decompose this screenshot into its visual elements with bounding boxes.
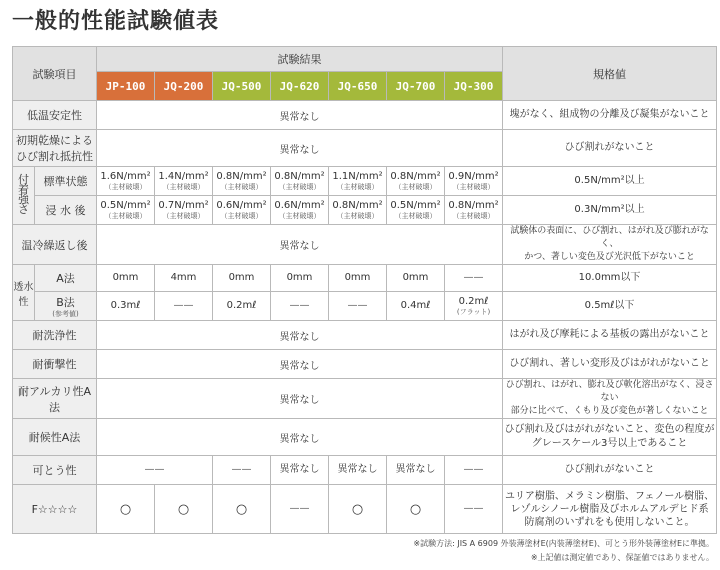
row-standard <box>503 485 717 534</box>
value-cell: 4mm <box>155 265 213 292</box>
value-note: （主材破壊） <box>278 183 321 191</box>
value-text: 0.8N/mm² <box>390 171 441 182</box>
vertical-char: 強 <box>18 193 29 206</box>
standard-line: 部分に比べて、くもり及び変色が著しくないこと <box>510 406 709 416</box>
value-cell: —— <box>155 292 213 321</box>
standard-line: ユリア樹脂、メラミン樹脂、フェノール樹脂、 <box>504 490 715 502</box>
row-result: 異常なし <box>97 321 503 350</box>
value-cell: 0mm <box>271 265 329 292</box>
value-cell <box>97 167 155 196</box>
value-note: （主材破壊） <box>278 212 321 220</box>
row-standard: 10.0mm以下 <box>503 265 717 292</box>
row-standard <box>503 225 717 265</box>
value-cell: 0.4mℓ <box>387 292 445 321</box>
table-row <box>13 379 717 419</box>
row-label: 低温安定性 <box>13 101 97 130</box>
value-note: （主材破壊） <box>162 183 205 191</box>
adhesion-group-label <box>13 167 35 225</box>
row-result: 異常なし <box>97 101 503 130</box>
value-note: （主材破壊） <box>220 212 263 220</box>
value-cell: —— <box>271 485 329 534</box>
row-standard: ひび割れがないこと <box>503 456 717 485</box>
row-standard <box>503 419 717 456</box>
value-cell <box>97 196 155 225</box>
value-cell: —— <box>445 485 503 534</box>
table-row <box>13 350 717 379</box>
value-note: （主材破壊） <box>220 183 263 191</box>
product-header: JQ-620 <box>271 72 329 101</box>
standard-line: 防腐剤のいずれをも使用しないこと。 <box>524 516 695 528</box>
header-test-item: 試験項目 <box>13 47 97 101</box>
row-label: 耐候性A法 <box>13 419 97 456</box>
product-header: JP-100 <box>97 72 155 101</box>
value-cell <box>445 292 503 321</box>
value-cell: 0mm <box>213 265 271 292</box>
row-standard: ひび割れがないこと <box>503 130 717 167</box>
row-result: 異常なし <box>97 130 503 167</box>
value-cell <box>387 167 445 196</box>
value-text: 0.6N/mm² <box>274 200 325 211</box>
value-cell: —— <box>271 292 329 321</box>
row-sublabel <box>35 292 97 321</box>
sublabel-note: (参考値) <box>52 310 79 318</box>
value-note: （主材破壊） <box>104 183 147 191</box>
row-standard: 0.5mℓ以下 <box>503 292 717 321</box>
value-note: （主材破壊） <box>452 183 495 191</box>
standard-line: かつ、著しい変色及び光沢低下がないこと <box>524 252 695 262</box>
value-note: (フラット) <box>456 308 491 316</box>
product-header: JQ-200 <box>155 72 213 101</box>
value-text: 0.8N/mm² <box>274 171 325 182</box>
value-text: 0.6N/mm² <box>216 200 267 211</box>
value-cell: —— <box>213 456 271 485</box>
value-text: 0.8N/mm² <box>448 200 499 211</box>
vertical-char: 付 <box>18 173 29 186</box>
value-cell <box>271 196 329 225</box>
value-cell: 0mm <box>329 265 387 292</box>
vertical-char: さ <box>18 203 29 216</box>
table-row <box>13 265 717 292</box>
row-result: 異常なし <box>97 350 503 379</box>
row-label: F☆☆☆☆ <box>13 485 97 534</box>
performance-table <box>12 46 717 534</box>
row-label: 耐洗浄性 <box>13 321 97 350</box>
standard-line: グレースケール3号以上であること <box>531 438 688 449</box>
table-row <box>13 485 717 534</box>
row-label-line: ひび割れ抵抗性 <box>16 150 93 163</box>
product-header: JQ-650 <box>329 72 387 101</box>
row-sublabel: A法 <box>35 265 97 292</box>
row-result: 異常なし <box>97 379 503 419</box>
sublabel-text: B法 <box>56 296 75 309</box>
table-row <box>13 321 717 350</box>
standard-line: 試験体の表面に、ひび割れ、はがれ及び膨れがなく、 <box>510 226 709 249</box>
value-cell: 異常なし <box>329 456 387 485</box>
value-cell <box>213 196 271 225</box>
row-label-line: 初期乾燥による <box>16 134 93 147</box>
value-cell: ○ <box>387 485 445 534</box>
value-note: （主材破壊） <box>336 183 379 191</box>
value-cell <box>329 196 387 225</box>
row-standard <box>503 379 717 419</box>
value-cell: —— <box>445 456 503 485</box>
table-row <box>13 292 717 321</box>
table-row <box>13 456 717 485</box>
value-text: 0.5N/mm² <box>390 200 441 211</box>
value-note: （主材破壊） <box>104 212 147 220</box>
table-row <box>13 130 717 167</box>
row-label: 耐アルカリ性A法 <box>13 379 97 419</box>
row-standard: 0.3N/mm²以上 <box>503 196 717 225</box>
value-cell: 異常なし <box>387 456 445 485</box>
value-cell <box>213 167 271 196</box>
value-cell: —— <box>97 456 213 485</box>
header-results: 試験結果 <box>97 47 503 72</box>
product-header: JQ-300 <box>445 72 503 101</box>
value-cell <box>445 196 503 225</box>
value-note: （主材破壊） <box>452 212 495 220</box>
value-text: 1.6N/mm² <box>100 171 151 182</box>
value-cell: 0.2mℓ <box>213 292 271 321</box>
value-cell: 0mm <box>97 265 155 292</box>
value-text: 1.4N/mm² <box>158 171 209 182</box>
value-cell <box>387 196 445 225</box>
value-note: （主材破壊） <box>162 212 205 220</box>
row-standard: 0.5N/mm²以上 <box>503 167 717 196</box>
value-cell: 0mm <box>387 265 445 292</box>
value-text: 0.5N/mm² <box>100 200 151 211</box>
value-cell: ○ <box>329 485 387 534</box>
table-row <box>13 225 717 265</box>
value-cell: —— <box>445 265 503 292</box>
standard-line: レゾルシノール樹脂及びホルムアルデヒド系 <box>510 503 709 515</box>
value-text: 1.1N/mm² <box>332 171 383 182</box>
value-cell: ○ <box>213 485 271 534</box>
value-note: （主材破壊） <box>336 212 379 220</box>
row-standard: はがれ及び摩耗による基板の露出がないこと <box>503 321 717 350</box>
value-cell: ○ <box>155 485 213 534</box>
table-row <box>13 419 717 456</box>
value-text: 0.8N/mm² <box>332 200 383 211</box>
footnote-disclaimer: ※上記値は測定値であり、保証値ではありません。 <box>530 553 714 562</box>
value-cell <box>445 167 503 196</box>
value-cell: —— <box>329 292 387 321</box>
value-text: 0.7N/mm² <box>158 200 209 211</box>
permeability-group-label: 透水性 <box>13 265 35 321</box>
product-header: JQ-700 <box>387 72 445 101</box>
vertical-char: 着 <box>18 183 29 196</box>
product-header: JQ-500 <box>213 72 271 101</box>
value-cell: ○ <box>97 485 155 534</box>
value-text: 0.9N/mm² <box>448 171 499 182</box>
header-standard: 規格値 <box>503 47 717 101</box>
table-row <box>13 196 717 225</box>
row-label: 温冷繰返し後 <box>13 225 97 265</box>
value-text: 0.2mℓ <box>458 296 489 307</box>
value-cell <box>155 167 213 196</box>
row-sublabel: 標準状態 <box>35 167 97 196</box>
row-label: 耐衝撃性 <box>13 350 97 379</box>
row-result: 異常なし <box>97 419 503 456</box>
value-cell <box>155 196 213 225</box>
row-label: 可とう性 <box>13 456 97 485</box>
standard-line: ひび割れ、はがれ、膨れ及び軟化溶出がなく、浸さない <box>505 380 714 403</box>
row-standard: 塊がなく、組成物の分離及び凝集がないこと <box>503 101 717 130</box>
value-text: 0.8N/mm² <box>216 171 267 182</box>
footnote-method: ※試験方法: JIS A 6909 外装薄塗材E(内装薄塗材E)、可とう形外装薄塗材Eに準拠。 <box>413 539 714 548</box>
row-label <box>13 130 97 167</box>
value-cell <box>329 167 387 196</box>
value-note: （主材破壊） <box>394 183 437 191</box>
row-sublabel: 浸 水 後 <box>35 196 97 225</box>
table-row <box>13 167 717 196</box>
row-result: 異常なし <box>97 225 503 265</box>
page-title: 一般的性能試験値表 <box>12 9 220 34</box>
standard-line: ひび割れ及びはがれがないこと、変色の程度が <box>504 424 715 435</box>
value-note: （主材破壊） <box>394 212 437 220</box>
row-standard: ひび割れ、著しい変形及びはがれがないこと <box>503 350 717 379</box>
value-cell: 0.3mℓ <box>97 292 155 321</box>
value-cell: 異常なし <box>271 456 329 485</box>
value-cell <box>271 167 329 196</box>
table-row <box>13 101 717 130</box>
